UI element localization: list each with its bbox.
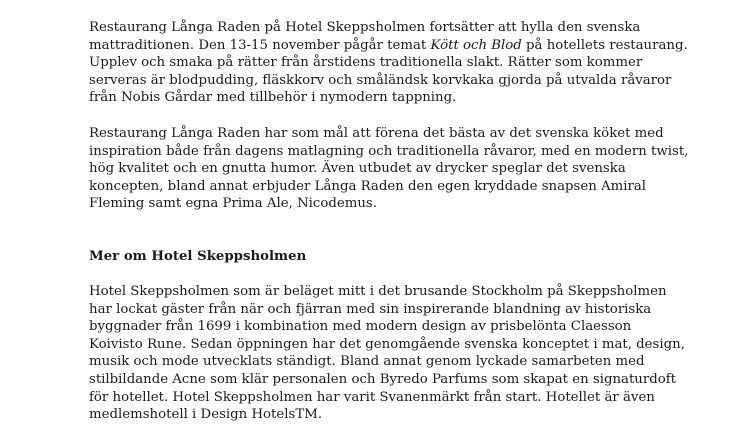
text-line: har lockat gäster från när och fjärran med sin inspirerande blandning av historiska: [89, 301, 652, 317]
text-line: musik och mode utvecklats ständigt. Bland annat genom lyckade samarbeten med: [89, 354, 645, 370]
text-line: från Nobis Gårdar med tillbehör i nymodern tappning.: [89, 90, 457, 106]
text-line: byggnader från 1699 i kombination med modern design av prisbelönta Claesson: [89, 319, 632, 335]
text-line: koncepten, bland annat erbjuder Långa Raden den egen kryddade snapsen Amiral: [89, 178, 647, 194]
text-line: för hotellet. Hotel Skeppsholmen har varit Svanenmärkt från start. Hotellet är även: [89, 389, 655, 405]
text-line: Restaurang Långa Raden på Hotel Skeppsholmen fortsätter att hylla den svenska: [89, 20, 641, 35]
paragraph-restaurant-theme: [89, 19, 688, 107]
text-line: stilbildande Acne som klär personalen och Byredo Parfums som skapat en signaturdoft: [89, 371, 677, 387]
text-line: hög kvalitet och en gnutta humor. Även utbudet av drycker speglar det svenska: [89, 161, 626, 177]
text-line: Fleming samt egna Prima Ale, Nicodemus.: [89, 196, 377, 212]
theme-name-emphasis: Kött och Blod: [430, 37, 522, 53]
text-line: inspiration både från dagens matlagning och traditionella råvaror, med en modern twist,: [89, 143, 689, 159]
paragraph-restaurant-goal: [89, 125, 689, 213]
text-line-with-emphasis: [89, 37, 688, 55]
paragraph-hotel-about: [89, 283, 685, 424]
text-line: Hotel Skeppsholmen som är beläget mitt i det brusande Stockholm på Skeppsholmen: [89, 284, 667, 299]
text-line: serveras är blodpudding, fläskkorv och småländsk korvkaka gjorda på utvalda råvaror: [89, 72, 672, 88]
text-line: Restaurang Långa Raden har som mål att förena det bästa av det svenska köket med: [89, 125, 664, 141]
document-body: [89, 19, 689, 213]
text-segment: på hotellets restaurang.: [521, 37, 688, 53]
text-line: Upplev och smaka på rätter från årstidens traditionella slakt. Rätter som kommer: [89, 55, 643, 71]
section-heading: Mer om Hotel Skeppsholmen: [89, 249, 307, 264]
text-segment: mattraditionen. Den 13-15 november pågår temat: [89, 37, 431, 53]
text-line: Koivisto Rune. Sedan öppningen har det genomgående svenska konceptet i mat, design,: [89, 336, 685, 352]
text-line: medlemshotell i Design HotelsTM.: [89, 407, 323, 423]
